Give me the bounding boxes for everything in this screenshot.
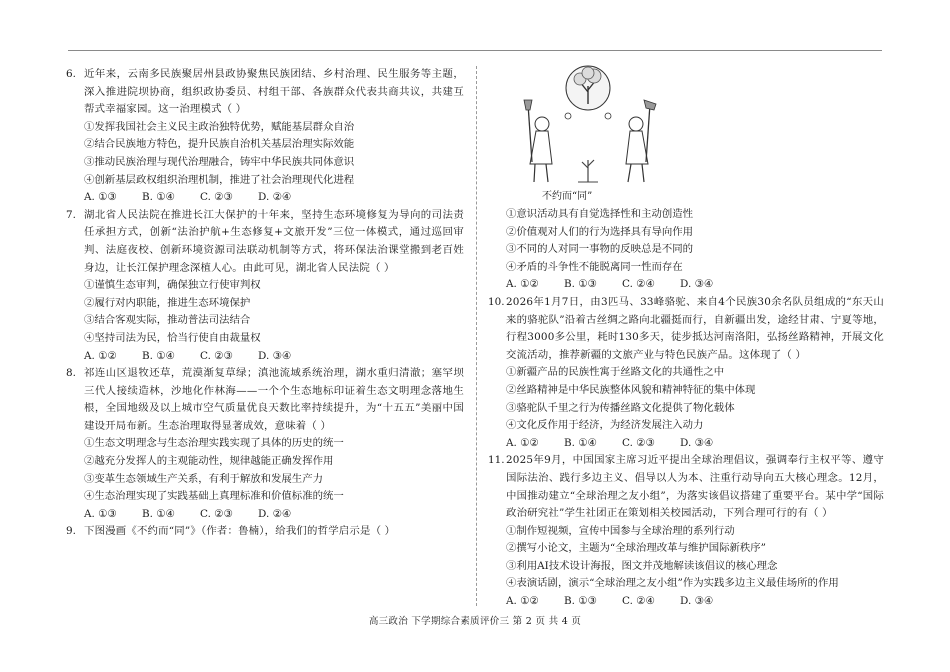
page-footer: 高三政治 下学期综合素质评价三 第 2 页 共 4 页 <box>368 616 582 627</box>
cartoon-figure <box>488 64 884 206</box>
cartoon-illustration-icon <box>508 64 668 188</box>
answer-choices <box>488 435 884 453</box>
question-number: 9. <box>66 525 76 538</box>
option: ②越充分发挥人的主观能动性，规律越能正确发挥作用 <box>84 455 334 468</box>
left-column <box>66 66 464 541</box>
option: ③结合客观实际，推动普法司法结合 <box>84 314 251 327</box>
answer-choices <box>488 593 884 611</box>
answer-c: C. ②④ <box>622 278 655 291</box>
answer-choices <box>66 189 464 207</box>
answer-d: D. ③④ <box>680 436 714 449</box>
option: ④创新基层政权组织治理机制，推进了社会治理现代化进程 <box>84 173 355 186</box>
answer-b: B. ①④ <box>142 349 175 362</box>
option: ①谨慎生态审判，确保独立行使审判权 <box>84 279 261 292</box>
answer-choices <box>66 506 464 524</box>
answer-a: A. ①② <box>506 595 539 608</box>
answer-c: C. ②③ <box>200 191 233 204</box>
answer-b: B. ①③ <box>564 278 597 291</box>
option: ①新疆产品的民族性寓于丝路文化的共通性之中 <box>506 366 725 379</box>
option: ②履行对内职能，推进生态环境保护 <box>84 296 251 309</box>
option: ④生态治理实现了实践基础上真理标准和价值标准的统一 <box>84 490 344 503</box>
option: ①制作短视频，宣传中国参与全球治理的系列行动 <box>506 524 735 537</box>
option: ④文化反作用于经济，为经济发展注入动力 <box>506 419 704 432</box>
question-number: 6. <box>66 68 76 80</box>
question-7 <box>66 207 464 365</box>
question-9 <box>66 523 464 541</box>
answer-d: D. ③④ <box>680 278 714 291</box>
question-number: 10. <box>488 295 505 308</box>
option: ②丝路精神是中华民族整体风貌和精神特征的集中体现 <box>506 383 756 396</box>
question-6 <box>66 66 464 207</box>
answer-a: A. ①③ <box>84 507 117 520</box>
answer-b: B. ①④ <box>142 507 175 520</box>
answer-d: D. ③④ <box>258 349 292 362</box>
answer-d: D. ③④ <box>680 595 714 608</box>
question-11 <box>488 452 884 610</box>
option: ④表演话剧，演示“全球治理之友小组”作为实践多边主义最佳场所的作用 <box>506 577 839 590</box>
answer-b: B. ①③ <box>564 595 597 608</box>
answer-a: A. ①② <box>506 436 539 449</box>
question-number: 8. <box>66 367 76 380</box>
option: ③推动民族治理与现代治理融合，铸牢中华民族共同体意识 <box>84 155 355 168</box>
question-stem: 2026年1月7日，由3匹马、33峰骆驼、来自4个民族30余名队员组成的“东天山来的骆驼队”沿着古丝绸之路向北疆挺而行，自新疆出发，途经甘肃、宁夏等地，行程3000多公里，耗时130多天，徒步抵达河南洛阳，弘扬丝路精神，开展文化交流活动，推荐新疆的文旅产业与特色民族产品。这体现了（ ） <box>506 295 884 361</box>
answer-d: D. ②④ <box>258 507 292 520</box>
right-column <box>488 64 884 611</box>
option: ③利用AI技术设计海报，图文并茂地解读该倡议的核心理念 <box>506 559 778 572</box>
option: ③变革生态领域生产关系，有利于解放和发展生产力 <box>84 472 323 485</box>
answer-c: C. ②③ <box>200 507 233 520</box>
option: ②撰写小论文，主题为“全球治理改革与维护国际新秩序” <box>506 542 766 555</box>
option: ④矛盾的斗争性不能脱离同一性而存在 <box>506 260 683 273</box>
option: ②结合民族地方特色，提升民族自治机关基层治理实际效能 <box>84 138 355 151</box>
question-10 <box>488 294 884 452</box>
answer-choices <box>66 348 464 366</box>
answer-d: D. ②④ <box>258 191 292 204</box>
answer-a: A. ①③ <box>84 191 117 204</box>
question-8 <box>66 365 464 523</box>
option: ①发挥我国社会主义民主政治独特优势，赋能基层群众自治 <box>84 120 355 133</box>
answer-a: A. ①② <box>84 349 117 362</box>
answer-c: C. ②③ <box>622 436 655 449</box>
question-stem: 湖北省人民法院在推进长江大保护的十年来，坚持生态环境修复为导向的司法责任承担方式，创新“法治护航+生态修复+文旅开发”三位一体模式，通过巡回审判、法庭夜校、创新环境资源司法联动机制等方式，将环保法治课堂搬到老百姓身边，让长江保护理念深植人心。由此可见，湖北省人民法院（ ） <box>84 208 464 274</box>
question-number: 7. <box>66 208 76 221</box>
answer-b: B. ①④ <box>564 436 597 449</box>
option: ④坚持司法为民，恰当行使自由裁量权 <box>84 331 261 344</box>
question-9-options <box>488 206 884 294</box>
question-stem: 下图漫画《不约而“同”》（作者：鲁楠），给我们的哲学启示是（ ） <box>84 525 396 538</box>
option: ③不同的人对同一事物的反映总是不同的 <box>506 243 694 256</box>
answer-choices <box>488 276 884 294</box>
answer-a: A. ①② <box>506 278 539 291</box>
header-rule <box>68 50 882 51</box>
cartoon-caption: 不约而“同” <box>542 191 593 202</box>
option: ②价值观对人们的行为选择具有导向作用 <box>506 225 694 238</box>
question-stem: 祁连山区退牧还草，荒漠渐复草绿；滇池流域系统治理，湖水重归清澈；塞罕坝三代人接续造林，沙地化作林海——一个个生态地标印证着生态文明理念落地生根，全国地级及以上城市空气质量优良天数比率持续提升，为“十五五”美丽中国建设开局布新。生态治理取得显著成效，意味着（ ） <box>84 367 464 432</box>
answer-c: C. ②③ <box>200 349 233 362</box>
option: ①意识活动具有自觉选择性和主动创造性 <box>506 208 694 220</box>
answer-b: B. ①④ <box>142 191 175 204</box>
question-stem: 近年来，云南多民族聚居州县政协聚焦民族团结、乡村治理、民生服务等主题，深入推进院坝协商，组织政协委员、村组干部、各族群众代表共商共议，共建互帮式幸福家园。这一治理模式（ ） <box>84 68 464 116</box>
answer-c: C. ②④ <box>622 595 655 608</box>
question-number: 11. <box>488 454 505 467</box>
option: ①生态文明理念与生态治理实践实现了具体的历史的统一 <box>84 437 344 450</box>
option: ③骆驼队千里之行为传播丝路文化提供了物化载体 <box>506 401 735 414</box>
question-stem: 2025年9月，中国国家主席习近平提出全球治理倡议，强调奉行主权平等、遵守国际法治、践行多边主义、倡导以人为本、注重行动导向五大核心理念。12月，中国推动建立“全球治理之友小组”，为落实该倡议搭建了重要平台。某中学“国际政治研究社”学生社团正在策划相关校园活动，下列合理可行的有（ ） <box>506 454 884 520</box>
column-divider <box>476 66 477 606</box>
